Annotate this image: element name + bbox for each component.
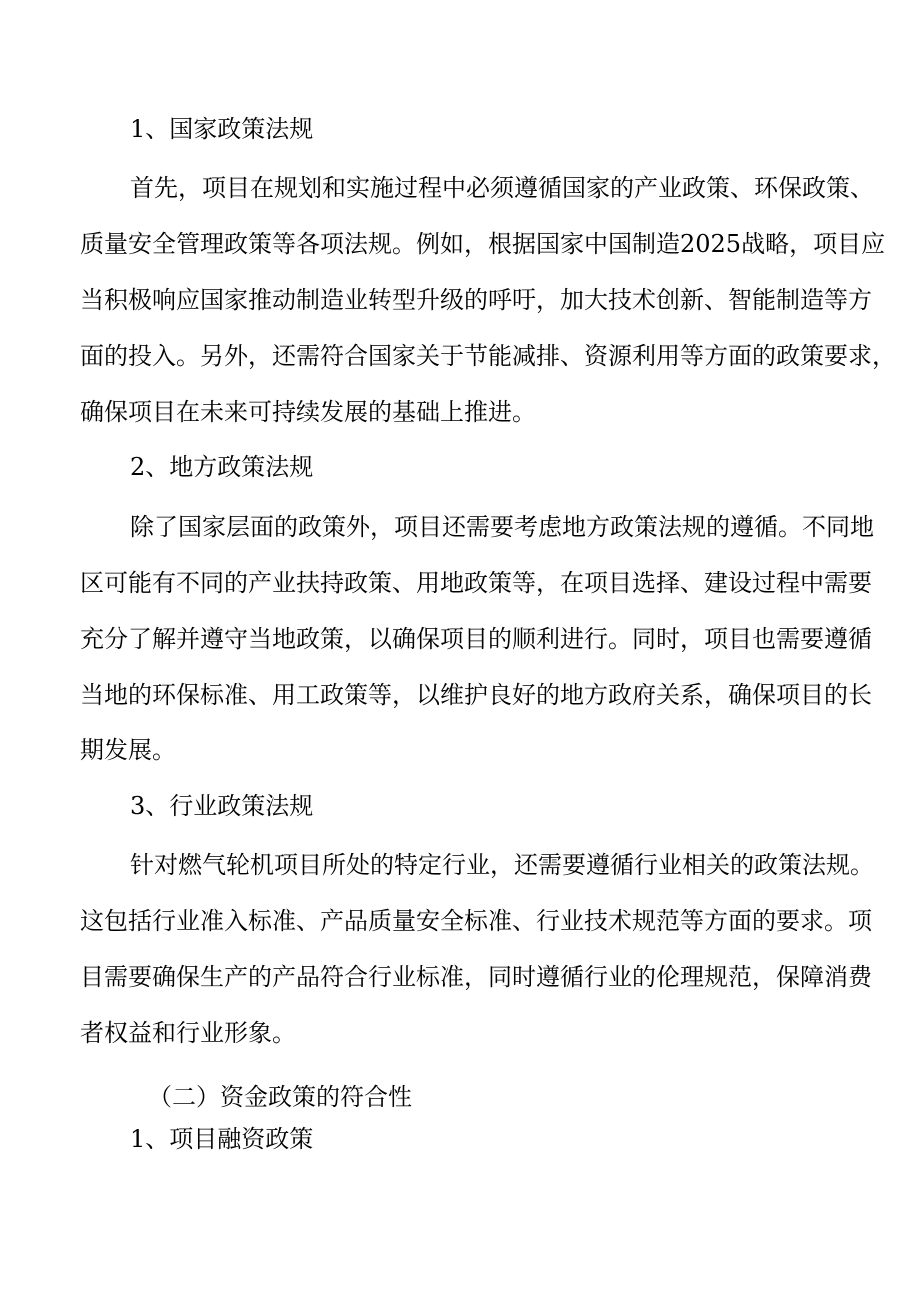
paragraph-line: 者权益和行业形象。 (80, 1019, 296, 1047)
paragraph-line: 期发展。 (80, 736, 176, 764)
subsection-title: （二）资金政策的符合性 (148, 1083, 412, 1111)
paragraph-line: 针对燃气轮机项目所处的特定行业，还需要遵循行业相关的政策法规。 (130, 851, 874, 879)
section-heading-3: 3、行业政策法规 (130, 792, 314, 820)
paragraph-line: 确保项目在未来可持续发展的基础上推进。 (80, 398, 536, 426)
paragraph-line: 面的投入。另外，还需符合国家关于节能减排、资源利用等方面的政策要求， (80, 342, 896, 370)
paragraph-line: 首先，项目在规划和实施过程中必须遵循国家的产业政策、环保政策、 (130, 174, 874, 202)
section-heading-2: 2、地方政策法规 (130, 453, 314, 481)
paragraph-line: 目需要确保生产的产品符合行业标准，同时遵循行业的伦理规范，保障消费 (80, 963, 872, 991)
paragraph-line: 这包括行业准入标准、产品质量安全标准、行业技术规范等方面的要求。项 (80, 907, 872, 935)
paragraph-line: 除了国家层面的政策外，项目还需要考虑地方政策法规的遵循。不同地 (130, 513, 874, 541)
paragraph-line: 质量安全管理政策等各项法规。例如，根据国家中国制造2025战略，项目应 (80, 230, 886, 258)
paragraph-line: 区可能有不同的产业扶持政策、用地政策等，在项目选择、建设过程中需要 (80, 569, 872, 597)
subsection-heading: 1、项目融资政策 (130, 1125, 314, 1153)
paragraph-line: 当积极响应国家推动制造业转型升级的呼吁，加大技术创新、智能制造等方 (80, 286, 872, 314)
section-heading-1: 1、国家政策法规 (130, 115, 314, 143)
paragraph-line: 充分了解并遵守当地政策，以确保项目的顺利进行。同时，项目也需要遵循 (80, 625, 872, 653)
paragraph-line: 当地的环保标准、用工政策等，以维护良好的地方政府关系，确保项目的长 (80, 681, 872, 709)
